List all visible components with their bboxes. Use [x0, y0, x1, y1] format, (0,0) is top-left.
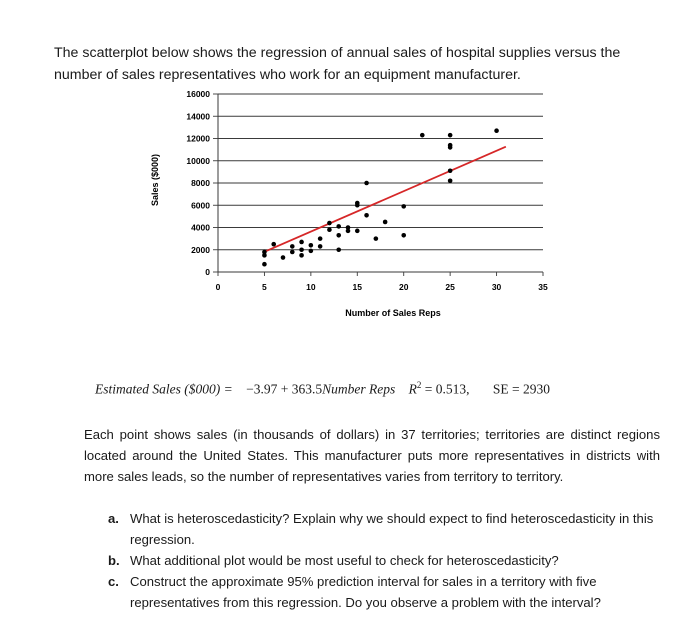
y-tick-label: 0	[205, 267, 210, 277]
y-tick-label: 4000	[191, 222, 210, 233]
data-point	[355, 229, 360, 234]
x-tick-label: 5	[262, 282, 267, 292]
regression-equation	[95, 380, 665, 398]
scatter-chart	[140, 86, 560, 326]
data-point	[299, 253, 304, 258]
data-point	[383, 220, 388, 225]
data-point	[364, 181, 369, 186]
x-axis-label: Number of Sales Reps	[345, 308, 441, 318]
r-squared-value: = 0.513,	[424, 381, 470, 397]
data-point	[262, 262, 267, 267]
data-points	[262, 128, 499, 266]
x-tick-label: 25	[445, 282, 455, 292]
axes	[213, 94, 543, 276]
data-point	[401, 233, 406, 238]
data-point	[448, 168, 453, 173]
y-tick-label: 10000	[186, 155, 210, 166]
equation-lhs: Estimated Sales ($000) =	[95, 381, 233, 397]
y-tick-label: 6000	[191, 200, 210, 211]
equation-variable: Number Reps	[322, 381, 396, 397]
question-list	[108, 508, 660, 613]
question-label: c.	[108, 574, 119, 589]
data-point	[318, 244, 323, 249]
question-c	[108, 571, 660, 613]
x-tick-label: 20	[398, 282, 409, 292]
question-text: Construct the approximate 95% prediction interval for sales in a territory with five representatives from this regression. Do you observe a problem with the interval?	[130, 574, 601, 610]
regression-line	[264, 147, 505, 252]
tick-labels	[186, 89, 548, 292]
data-point	[374, 236, 379, 241]
data-point	[327, 221, 332, 226]
question-label: b.	[108, 553, 120, 568]
data-point	[448, 133, 453, 138]
y-tick-label: 12000	[186, 133, 210, 144]
data-point	[299, 240, 304, 245]
x-tick-label: 0	[215, 282, 221, 292]
r-squared-exponent: 2	[416, 380, 422, 390]
question-text: What additional plot would be most useful to check for heteroscedasticity?	[130, 553, 559, 568]
data-point	[290, 250, 295, 255]
data-point	[448, 143, 453, 148]
data-point	[355, 201, 360, 206]
question-a	[108, 508, 660, 550]
data-point	[271, 242, 276, 247]
data-point	[336, 247, 341, 252]
standard-error: SE = 2930	[492, 381, 550, 397]
y-tick-label: 8000	[191, 178, 210, 188]
description-paragraph	[84, 424, 660, 487]
r-squared-symbol: R	[408, 381, 417, 397]
data-point	[262, 250, 267, 255]
data-point	[364, 213, 369, 218]
data-point	[318, 236, 323, 241]
data-point	[494, 128, 499, 133]
x-tick-label: 35	[538, 282, 548, 292]
y-tick-label: 14000	[186, 111, 210, 122]
x-tick-label: 15	[352, 282, 363, 292]
data-point	[309, 249, 314, 254]
data-point	[309, 243, 314, 248]
data-point	[327, 227, 332, 232]
y-axis-label: Sales ($000)	[150, 153, 160, 207]
data-point	[401, 204, 406, 209]
y-tick-label: 16000	[186, 89, 210, 99]
x-tick-label: 30	[491, 282, 502, 292]
intro-text	[54, 42, 654, 86]
data-point	[281, 255, 286, 260]
intro-line-1: The scatterplot below shows the regression of annual sales of hospital supplies versus the	[54, 45, 621, 61]
question-b	[108, 550, 660, 571]
intro-line-2: number of sales representatives who work for an equipment manufacturer.	[54, 67, 521, 83]
equation-coefficients: −3.97 + 363.5	[246, 381, 323, 397]
y-tick-label: 2000	[191, 244, 210, 255]
description-text: Each point shows sales (in thousands of dollars) in 37 territories; territories are distinct regions located around the United States. This manufacturer puts more representatives in districts with more sales leads, so the number of representatives varies from territory to territory.	[84, 427, 660, 484]
regression-line-group	[264, 147, 505, 252]
data-point	[336, 224, 341, 229]
data-point	[346, 225, 351, 230]
data-point	[299, 247, 304, 252]
grid-lines	[218, 94, 543, 250]
data-point	[448, 178, 453, 183]
data-point	[420, 133, 425, 138]
question-text: What is heteroscedasticity? Explain why we should expect to find heteroscedasticity in this regression.	[130, 511, 654, 547]
data-point	[290, 244, 295, 249]
data-point	[336, 233, 341, 238]
question-label: a.	[108, 511, 119, 526]
x-tick-label: 10	[306, 282, 316, 292]
